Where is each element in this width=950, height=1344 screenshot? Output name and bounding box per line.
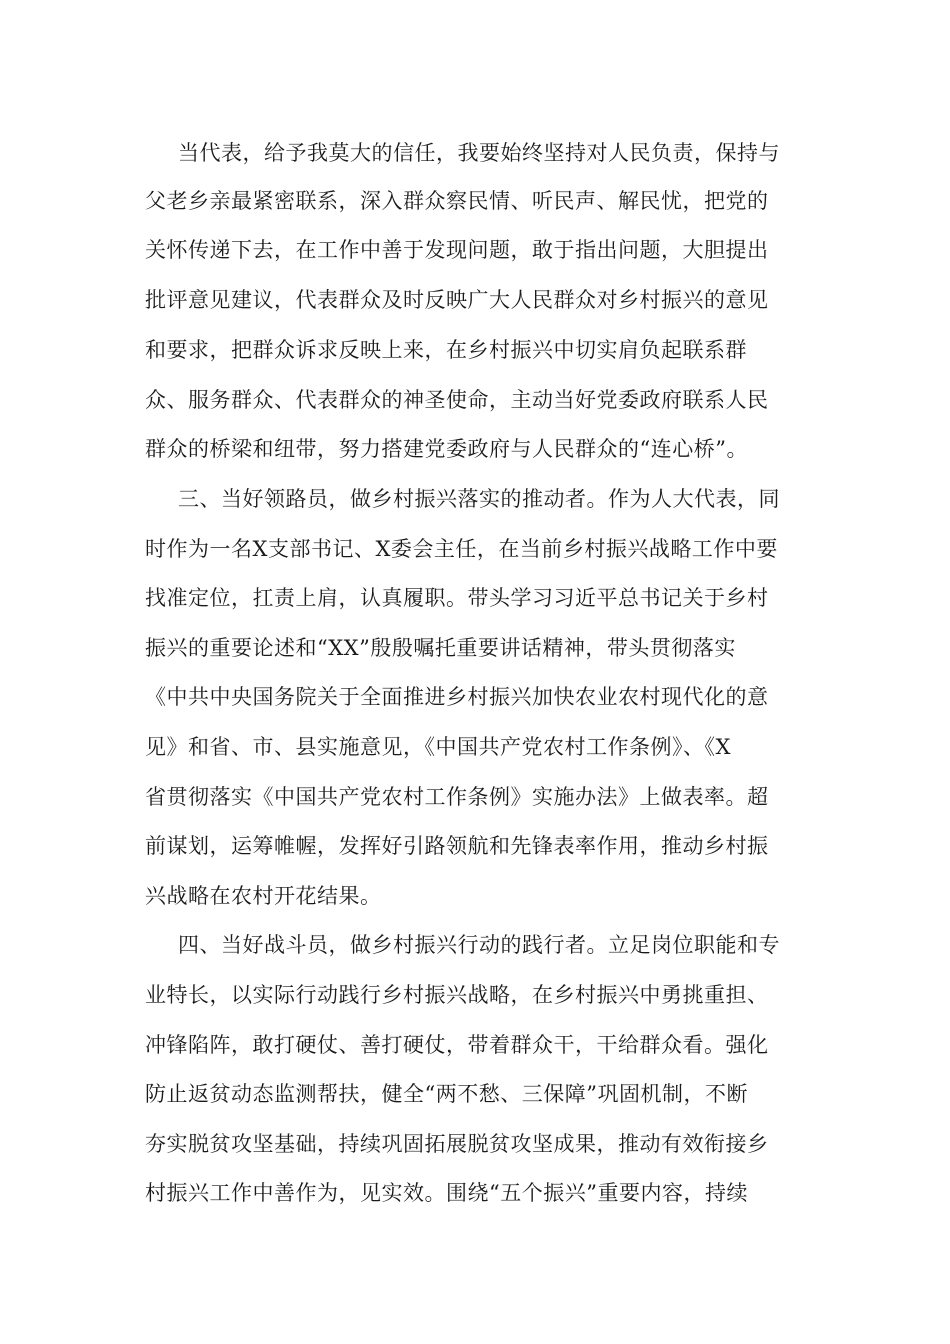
text-line: 父老乡亲最紧密联系，深入群众察民情、听民声、解民忧，把党的 [145, 189, 769, 213]
text-line: 时作为一名X支部书记、X委会主任，在当前乡村振兴战略工作中要 [145, 537, 778, 561]
text-line: 省贯彻落实《中国共产党农村工作条例》实施办法》上做表率。超 [145, 785, 769, 809]
text-line: 业特长，以实际行动践行乡村振兴战略，在乡村振兴中勇挑重担、 [145, 983, 769, 1007]
text-line: 前谋划，运筹帷幄，发挥好引路领航和先锋表率作用，推动乡村振 [145, 834, 769, 858]
text-line: 防止返贫动态监测帮扶，健全“两不愁、三保障”巩固机制，不断 [145, 1082, 748, 1106]
text-line: 找准定位，扛责上肩，认真履职。带头学习习近平总书记关于乡村 [145, 586, 769, 610]
text-line: 四、当好战斗员，做乡村振兴行动的践行者。立足岗位职能和专 [178, 933, 780, 957]
text-line: 三、当好领路员，做乡村振兴落实的推动者。作为人大代表，同 [178, 487, 780, 511]
text-line: 振兴的重要论述和“XX”殷殷嘱托重要讲话精神，带头贯彻落实 [145, 636, 736, 660]
text-line: 当代表，给予我莫大的信任，我要始终坚持对人民负责，保持与 [178, 141, 780, 165]
text-line: 冲锋陷阵，敢打硬仗、善打硬仗，带着群众干，干给群众看。强化 [145, 1033, 769, 1057]
text-line: 和要求，把群众诉求反映上来，在乡村振兴中切实肩负起联系群 [145, 338, 747, 362]
text-line: 关怀传递下去，在工作中善于发现问题，敢于指出问题，大胆提出 [145, 238, 769, 262]
text-line: 见》和省、市、县实施意见，《中国共产党农村工作条例》、《X [145, 735, 731, 759]
text-line: 群众的桥梁和纽带，努力搭建党委政府与人民群众的“连心桥”。 [145, 437, 748, 461]
text-line: 批评意见建议，代表群众及时反映广大人民群众对乡村振兴的意见 [145, 288, 769, 312]
text-line: 《中共中央国务院关于全面推进乡村振兴加快农业农村现代化的意 [145, 685, 769, 709]
text-line: 村振兴工作中善作为，见实效。围绕“五个振兴”重要内容，持续 [145, 1181, 748, 1205]
text-line: 夯实脱贫攻坚基础，持续巩固拓展脱贫攻坚成果，推动有效衔接乡 [145, 1132, 769, 1156]
text-line: 兴战略在农村开花结果。 [145, 884, 382, 908]
text-line: 众、服务群众、代表群众的神圣使命，主动当好党委政府联系人民 [145, 388, 769, 412]
